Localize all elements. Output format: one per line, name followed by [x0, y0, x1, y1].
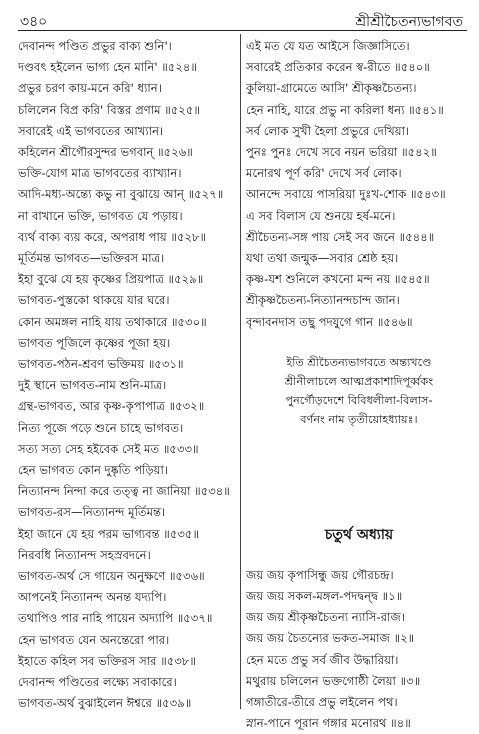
verse-line: নিরবধি নিত্যানন্দ সহস্রবদনে। [18, 547, 151, 562]
verse-line: আনন্দে সবায়ে পাসরিয়া দুঃখ-শোক ॥৫৪৩॥ [246, 187, 446, 202]
verse-line: এ সব বিলাস যে শুনয়ে হর্ষ-মনে। [246, 208, 396, 223]
left-column [18, 36, 242, 715]
verse-line: এই মত যে যত আইসে জিজ্ঞাসিতে। [246, 39, 410, 53]
verse-line: দেবানন্দ পণ্ডিতের লক্ষ্যে সবাকারে। [18, 675, 177, 690]
verse-line: চলিলেন বিপ্র করি' বিস্তর প্রণাম ॥৫২৫॥ [18, 102, 200, 117]
verse-line: জয় জয় চৈতন্যের ভকত-সমাজ ॥২॥ [246, 631, 415, 646]
verse-line: সর্ব লোক সুখী হৈলা প্রভুরে দেখিয়া। [246, 123, 410, 138]
verse-line: কৃষ্ণ-যশ শুনিলে কখনো মন্দ নয় ॥৫৪৫॥ [246, 272, 430, 287]
verse-line: নিত্য পূজে পড়ে শুনে চাহে ভাগবত। [18, 420, 184, 435]
verse-line: ভাগবত-অর্থ বুঝাইলেন ঈশ্বরে ॥৫৩৯॥ [18, 696, 192, 711]
verse-line: পুনঃ পুনঃ দেখে সবে নয়ন ভরিয়া ॥৫৪২॥ [246, 145, 437, 160]
verse-line: আদি-মধ্য-অন্ত্যে কভু না বুঝায়ে আন্ ॥৫২৭॥ [18, 187, 224, 202]
verse-line: মূর্তিমন্ত ভাগবত—ভক্তিরস মাত্র। [18, 251, 165, 266]
verse-line: কোন অমঙ্গল নাহি যায় তথাকারে ॥৫৩০॥ [18, 314, 207, 329]
verse-line: হেন ভাগবত কোন দুষ্কৃতি পড়িয়া। [18, 463, 168, 478]
page-header [18, 8, 467, 31]
verse-line: মনোরথ পূর্ণ করি' দেখে সর্ব লোক। [246, 166, 402, 181]
verse-line: ভাগবত-অর্থ সে গায়েন অনুক্ষণে ॥৫৩৬॥ [18, 569, 205, 584]
verse-line: ভক্তি-যোগ মাত্র ভাগবতের ব্যাখ্যান। [18, 166, 182, 181]
verse-line: কুলিয়া-গ্রামেতে আসি' শ্রীকৃষ্ণচৈতন্য। [246, 81, 417, 96]
verse-line: ভাগবত-রস—নিত্যানন্দ মূর্তিমন্ত। [18, 505, 166, 520]
verse-line: জয় জয় কৃপাসিন্ধু জয় গৌরচন্দ্র। [246, 567, 394, 582]
verse-line: ভাগবত-পঠন-শ্রবণ ভক্তিময় ॥৫৩১॥ [18, 357, 184, 372]
verse-line: ইহাতে কহিল সব ভক্তিরস সার ॥৫৩৮॥ [18, 653, 196, 668]
verse-line: দেবানন্দ পণ্ডিত প্রভুর বাক্য শুনি'। [18, 39, 172, 53]
verse-line: বৃন্দাবনদাস তছু পদযুগে গান ॥৫৪৬॥ [246, 314, 413, 329]
verse-line: শ্রীচৈতন্য-সঙ্গ পায় সেই সব জনে ॥৫৪৪॥ [246, 229, 435, 244]
verse-line: হেন মতে প্রভু সর্ব জীব উদ্ধারিয়া। [246, 652, 399, 667]
verse-line: মথুরায় চলিলেন ভক্তগোষ্ঠী লৈয়া ॥৩॥ [246, 673, 421, 688]
verse-line: স্নান-পানে পূরান গঙ্গার মনোরথ ॥৪॥ [246, 716, 411, 731]
verse-line: প্রভুর চরণ কায়-মনে করি' ধ্যান। [18, 81, 162, 96]
verse-line: ভাগবত পূজিলে কৃষ্ণের পূজা হয়। [18, 335, 171, 350]
verse-line: ভাগবত-পুস্তকো থাকয়ে যার ঘরে। [18, 293, 170, 308]
verse-line: তথাপিও পার নাহি পায়েন অদ্যাপি ॥৫৩৭॥ [18, 611, 213, 626]
right-column [246, 36, 472, 734]
verse-line: জয় জয় শ্রীকৃষ্ণচৈতন্য ন্যাসি-রাজ। [246, 610, 405, 625]
verse-line: ইহা বুঝে যে হয় কৃষ্ণের প্রিয়পাত্র ॥৫২৯॥ [18, 272, 204, 287]
verse-line: গঙ্গাতীরে-তীরে প্রভু লইলেন পথ। [246, 695, 398, 710]
verse-line: হেন নাহি, যারে প্রভু না করিলা ধন্য ॥৫৪১॥ [246, 102, 444, 117]
colophon [246, 353, 472, 429]
colophon-line: বর্ণনং নাম তৃতীয়োহধ্যায়ঃ। [300, 412, 418, 426]
verse-line: শ্রীকৃষ্ণচৈতন্য-নিত্যানন্দচান্দ জান। [246, 293, 400, 308]
colophon-line: পুনর্গৌড়দেশে বিবিধলীলা-বিলাস- [285, 393, 433, 407]
verse-line: দুই স্থানে ভাগবত-নাম শুনি-মাত্র। [18, 378, 167, 393]
verse-line: সবারেই এই ভাগবতের আখ্যান। [18, 123, 164, 138]
verse-line: আপনেই নিত্যানন্দ অনন্ত যদ্যপি। [18, 590, 167, 605]
verse-line: নিত্যানন্দ নিন্দা করে তত্ত্ব না জানিয়া ॥৫৩৪॥ [18, 484, 230, 499]
verse-line: যথা তথা জন্মুক—সবার শ্রেষ্ঠ হয়। [246, 251, 399, 266]
verse-line: দণ্ডবৎ হইলেন ভাগ্য হেন মানি' ॥৫২৪॥ [18, 60, 197, 75]
verse-line: সত্য সত্য সেহ হইবেক সেই মত ॥৫৩৩॥ [18, 441, 199, 456]
verse-line: গ্রন্থ-ভাগবত, আর কৃষ্ণ-কৃপাপাত্র ॥৫৩২॥ [18, 399, 205, 414]
verse-line: কহিলেন শ্রীগৌরসুন্দর ভগবান্ ॥৫২৬॥ [18, 145, 193, 160]
chapter-verses [246, 565, 472, 734]
right-verses [246, 36, 472, 333]
verse-line: সবারেই প্রতিকার করেন স্ব-রীতে ॥৫৪০॥ [246, 60, 430, 75]
chapter-heading: চতুর্থ অধ্যায় [324, 526, 394, 543]
running-title: শ্রীশ্রীচৈতন্যভাগবত [355, 14, 463, 30]
verse-line: ইহা জানে যে হয় পরম ভাগ্যবন্ত ॥৫৩৫॥ [18, 526, 200, 541]
colophon-line: ইতি শ্রীচৈতন্যভাগবতে অন্ত্যখণ্ডে [286, 355, 432, 369]
verse-line: না বাখানে ভক্তি, ভাগবত যে পড়ায়। [18, 208, 183, 223]
verse-line: ব্যর্থ বাক্য ব্যয় করে, অপরাধ পায় ॥৫২৮॥ [18, 229, 207, 244]
verse-line: জয় জয় সকল-মঙ্গল-পদদ্বন্দ্ব ॥১॥ [246, 589, 403, 604]
verse-line: হেন ভাগবত যেন অনন্তেরো পার। [18, 632, 170, 647]
colophon-line: শ্রীনীলাচলে আত্মপ্রকাশাদিপূর্ব্বকং [284, 374, 434, 388]
page-number: ৩৪০ [20, 14, 48, 30]
